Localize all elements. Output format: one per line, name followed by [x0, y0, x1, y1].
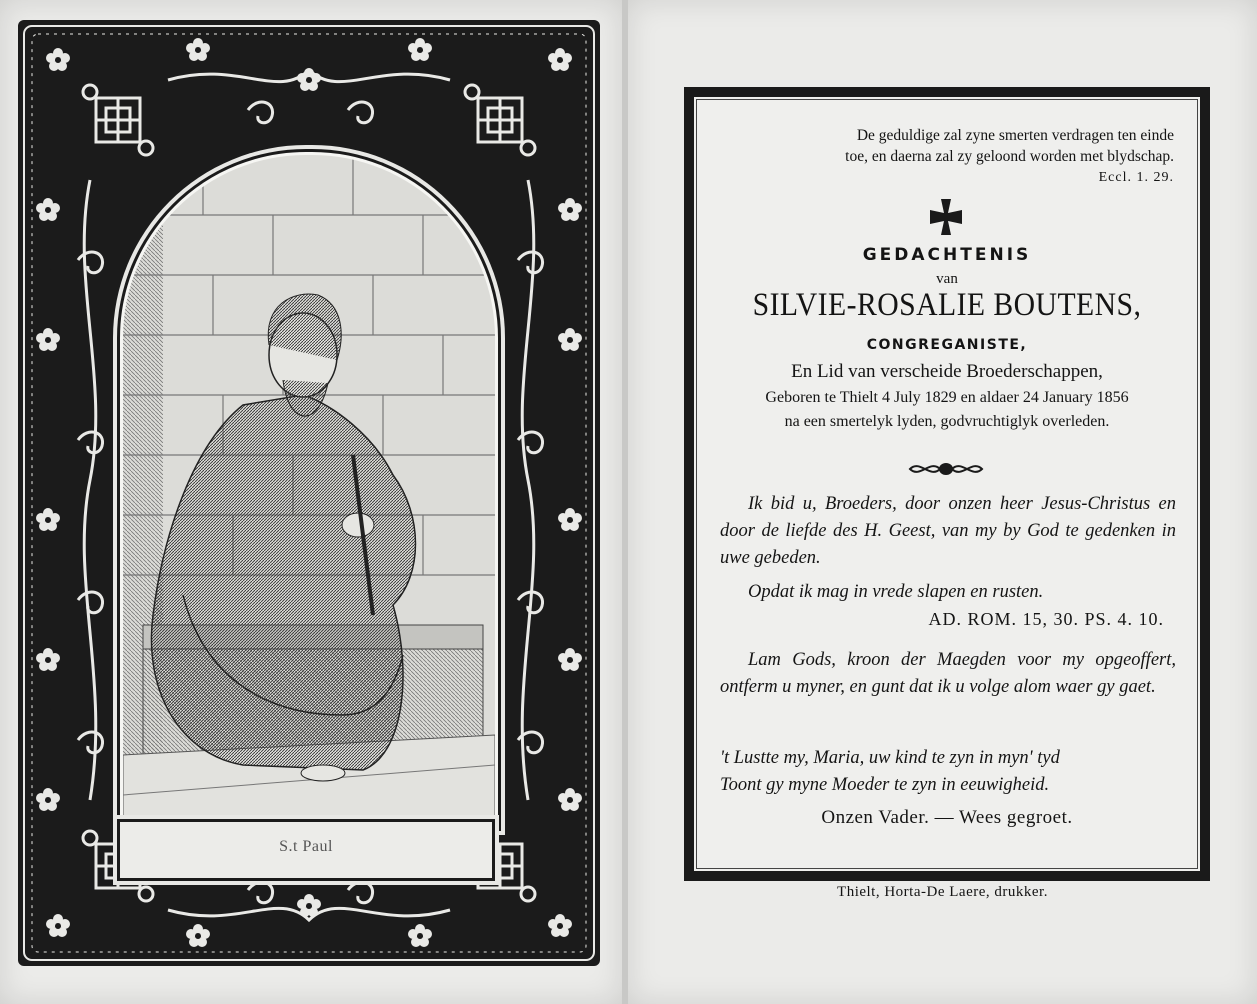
memorial-card-back	[628, 0, 1257, 1004]
saint-paul-engraving	[120, 152, 498, 828]
memorial-card-front	[0, 0, 622, 1004]
text-border	[684, 87, 1210, 881]
prayer-paragraph-3: Lam Gods, kroon der Maegden voor my opgeoffert, ontferm u myner, en gunt dat ik u volge alom waer gy gaet.	[720, 650, 1176, 697]
closing-prayers: Onzen Vader. — Wees gegroet.	[821, 807, 1073, 828]
epigraph	[724, 125, 1174, 188]
prayer-reference: AD. ROM. 15, 30. PS. 4. 10.	[928, 609, 1164, 629]
caption-plate	[120, 822, 492, 878]
death-detail-line: na een smertelyk lyden, godvruchtiglyk overleden.	[784, 413, 1110, 430]
ornament-divider-icon	[906, 457, 986, 481]
cross-pattee-icon	[926, 197, 966, 237]
membership-line: En Lid van verscheide Broederschappen,	[791, 361, 1103, 382]
heading-van: van	[936, 271, 958, 287]
prayer-paragraph-1: Ik bid u, Broeders, door onzen heer Jesus-Christus en door de liefde des H. Geest, van my by God te gedenken in uwe gebeden.	[720, 494, 1176, 568]
birth-death-line: Geboren te Thielt 4 July 1829 en aldaer 24 January 1856	[765, 389, 1129, 406]
deceased-name: SILVIE-ROSALIE BOUTENS,	[752, 287, 1142, 323]
prayer-4-line-1: 't Lustte my, Maria, uw kind te zyn in myn' tyd	[720, 748, 1060, 768]
prayer-paragraph-4	[720, 745, 1176, 799]
printer-imprint: Thielt, Horta-De Laere, drukker.	[837, 884, 1048, 900]
prayer-4-line-2: Toont gy myne Moeder te zyn in eeuwigheid.	[720, 775, 1050, 795]
image-caption: S.t Paul	[279, 838, 333, 855]
deceased-role: CONGREGANISTE,	[866, 337, 1028, 353]
epigraph-reference: Eccl. 1. 29.	[1098, 170, 1174, 185]
epigraph-line-1: De geduldige zal zyne smerten verdragen ten einde	[856, 127, 1174, 144]
memorial-heading: GEDACHTENIS	[862, 245, 1032, 265]
epigraph-line-2: toe, en daerna zal zy geloond worden met blydschap.	[845, 148, 1174, 165]
prayer-paragraph-2: Opdat ik mag in vrede slapen en rusten.	[748, 582, 1044, 602]
